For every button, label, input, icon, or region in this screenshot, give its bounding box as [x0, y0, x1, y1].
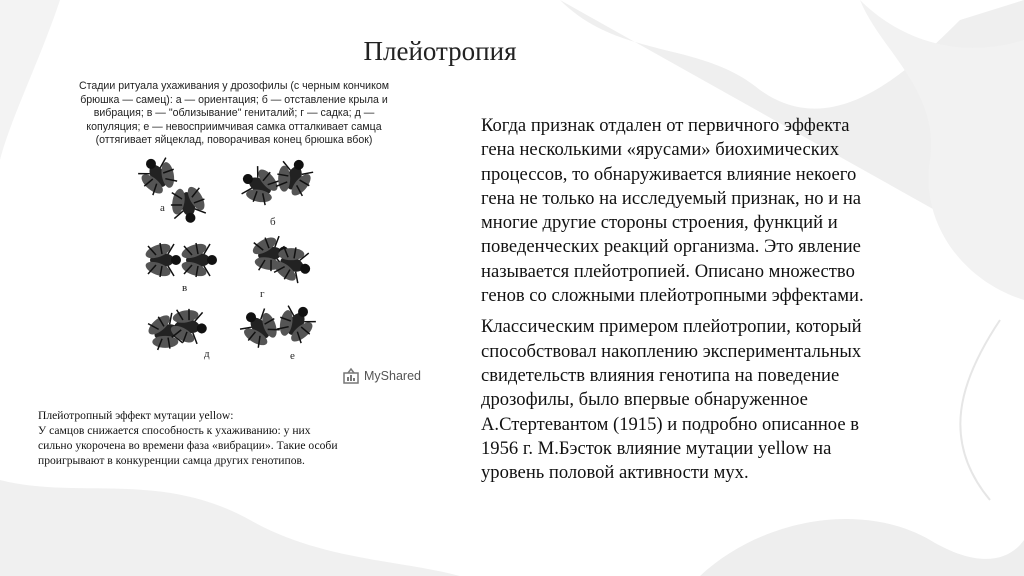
- figure-caption-line: Стадии ритуала ухаживания у дрозофилы (с черным кончиком: [78, 80, 390, 92]
- text-line: А.Стертевантом (1915) и подробно описанное в: [481, 413, 859, 435]
- myshared-watermark: [342, 366, 421, 386]
- yellow-mutation-caption: [38, 408, 450, 468]
- figure-caption-line: вибрация; в — "облизывание" гениталий; г — садка; д —: [93, 107, 375, 119]
- text-line: генов со сложными плейотропными эффектами.: [481, 285, 864, 307]
- watermark-text: MyShared: [364, 369, 421, 383]
- fly-pair-b: [234, 154, 318, 212]
- figure-caption-line: (оттягивает яйцеклад, поворачивая конец брюшка вбок): [95, 134, 373, 146]
- panel-label-d: д: [204, 348, 210, 360]
- text-line: называется плейотропией. Описано множество: [481, 260, 855, 282]
- panel-label-a: а: [160, 202, 165, 214]
- fly-illustrations: [38, 74, 442, 394]
- decor-shape-bottom-left: [0, 480, 460, 576]
- text-line: способствовал накоплению экспериментальных: [481, 340, 862, 362]
- text-line: процессов, то обнаруживается влияние некоего: [481, 163, 857, 185]
- text-line: уровень половой активности мух.: [481, 462, 749, 484]
- text-line: Классическим примером плейотропии, который: [481, 316, 862, 338]
- slide-title: Плейотропия: [363, 36, 517, 66]
- text-line: гена несколькими «ярусами» биохимических: [481, 139, 840, 161]
- panel-label-v: в: [182, 282, 188, 294]
- text-line: 1956 г. М.Бэсток влияние мутации yellow на: [481, 437, 832, 459]
- figure-caption-line: копуляция; е — невосприимчивая самка отталкивает самца: [86, 120, 382, 133]
- caption-line: У самцов снижается способность к ухаживанию: у них: [38, 424, 311, 437]
- fly-pair-d: [142, 304, 210, 356]
- fly-pair-a: [132, 150, 210, 226]
- panel-label-e: е: [290, 350, 295, 362]
- fly-pair-v: [144, 241, 217, 279]
- text-line: Когда признак отдален от первичного эффекта: [481, 115, 850, 136]
- courtship-figure: [38, 74, 442, 394]
- caption-line: проигрывают в конкуренции самца других генотипов.: [38, 454, 305, 467]
- paragraph-classic-example: [481, 315, 993, 485]
- text-line: дрозофилы, было впервые обнаруженное: [481, 389, 808, 411]
- panel-label-g: г: [260, 288, 265, 300]
- text-line: многие другие стороны строения, функций и: [481, 212, 838, 234]
- paragraph-pleiotropy-definition: [481, 114, 993, 308]
- decor-shape-bottom-right: [700, 519, 1024, 576]
- fly-pair-g: [249, 232, 317, 289]
- myshared-logo-icon: [342, 367, 360, 385]
- figure-caption-line: брюшка — самец): а — ориентация; б — отставление крыла и: [80, 93, 388, 106]
- fly-pair-e: [233, 298, 322, 354]
- text-line: гена не только на исследуемый признак, но и на: [481, 187, 862, 209]
- body-text: [481, 114, 993, 492]
- caption-line: Плейотропный эффект мутации yellow:: [38, 409, 234, 422]
- caption-line: сильно укорочена во времени фаза «вибрации». Такие особи: [38, 439, 338, 452]
- text-line: поведенческих реакций организма. Это явление: [481, 236, 861, 258]
- panel-label-b: б: [270, 216, 276, 228]
- text-line: свидетельств влияния генотипа на поведение: [481, 364, 840, 386]
